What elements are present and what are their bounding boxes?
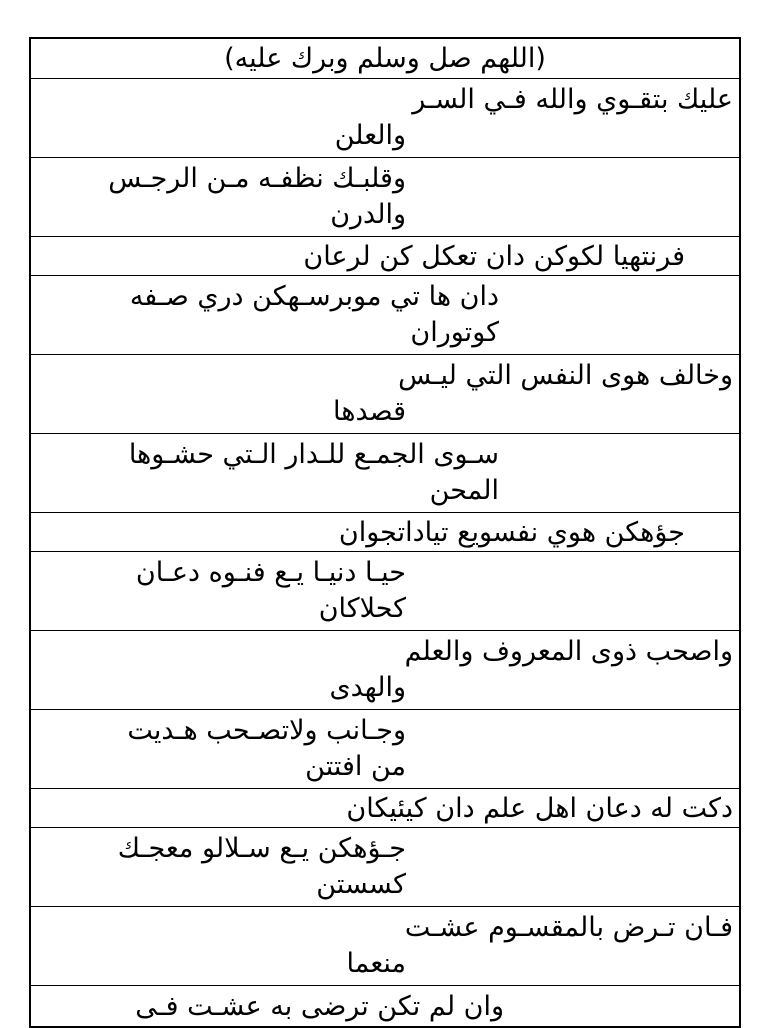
table-row xyxy=(31,552,739,631)
table-row xyxy=(31,631,739,710)
verse-line-1: عليك بتقـوي والله فـي السـر xyxy=(412,84,733,115)
verse-line-2: كوتوران xyxy=(410,317,499,348)
verse-line-1: حيـا دنيـا يـع فنـوه دعـان xyxy=(135,557,406,588)
verse-line-2: والهدى xyxy=(329,672,406,703)
table-row xyxy=(31,355,739,434)
verse-line-1: وخالف هوى النفس التي ليـس xyxy=(398,360,733,391)
verse-line-1: واصحب ذوى المعروف والعلم xyxy=(404,636,733,667)
table-row xyxy=(31,434,739,513)
table-row xyxy=(31,79,739,158)
verse-line-2: والدرن xyxy=(330,199,406,230)
table-row xyxy=(31,513,739,552)
verse-line-2: منعما xyxy=(346,948,406,979)
verse-line-1: وجـانب ولاتصـحب هـديت xyxy=(127,715,406,746)
table-row xyxy=(31,158,739,237)
table-row xyxy=(31,710,739,789)
verse-line-2: قصدها xyxy=(333,396,406,427)
verse-line: فرنتهيا لكوكن دان تعكل كن لرعان xyxy=(303,241,685,272)
verse-line-2: والعلن xyxy=(334,120,406,151)
verse-line: دكت له دعان اهل علم دان كيئيكان xyxy=(346,793,733,824)
verse-line-1: جـؤهكن يـع سـلالو معجـك xyxy=(117,833,406,864)
verse-line-2: من افتتن xyxy=(305,751,406,782)
verse-line: جؤهكن هوي نفسويع تياداتجوان xyxy=(338,517,685,548)
verse-line-1: سـوى الجمـع للـدار الـتي حشـوها xyxy=(128,439,499,470)
table-row xyxy=(31,986,739,1026)
verse-line-2: المحن xyxy=(429,475,499,506)
verse-line-1: فـان تـرض بالمقسـوم عشـت xyxy=(404,912,733,943)
verse-line: وان لم تكن ترضى به عشـت فـى xyxy=(135,991,504,1022)
poem-title: (اللهم صل وسلم وبرك عليه) xyxy=(224,43,546,74)
verse-line-2: كحلاكان xyxy=(318,593,406,624)
table-row xyxy=(31,276,739,355)
poem-table xyxy=(29,37,741,1028)
verse-line-1: دان ها تي موبرسـهكن دري صـفه xyxy=(129,281,499,312)
table-title-row xyxy=(31,39,739,79)
table-row xyxy=(31,828,739,907)
table-row xyxy=(31,907,739,986)
table-row xyxy=(31,237,739,276)
table-row xyxy=(31,789,739,828)
verse-line-1: وقلبـك نظفـه مـن الرجـس xyxy=(108,163,406,194)
verse-line-2: كسستن xyxy=(316,869,406,900)
